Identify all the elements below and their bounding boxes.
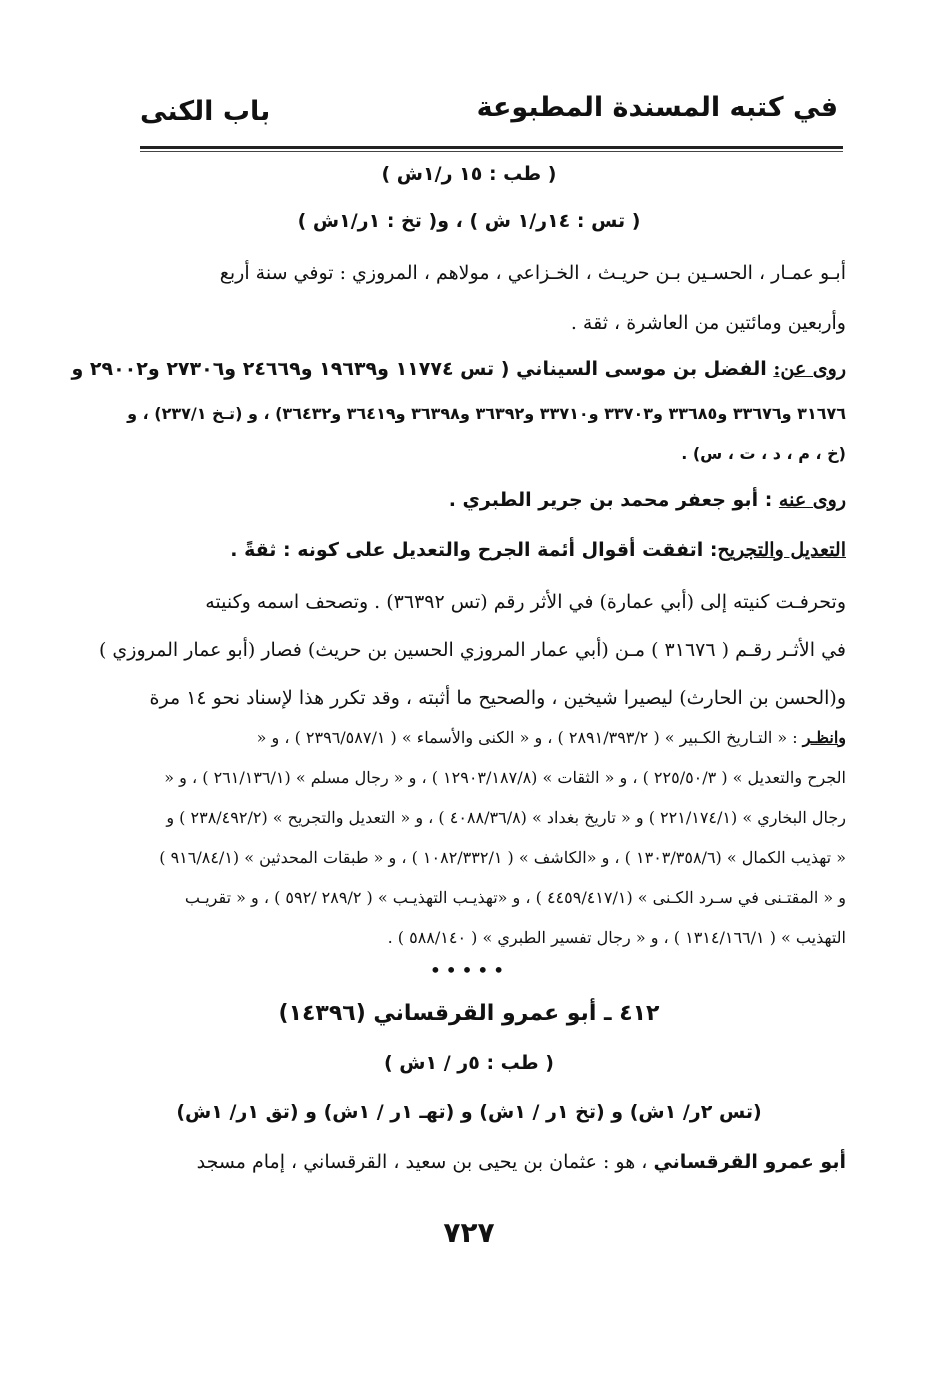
header-rule-thick bbox=[140, 146, 843, 149]
entry1-note-line-3: و(الحسن بن الحارث) ليصيرا شيخين ، والصحيح ما أثبته ، وقد تكرر هذا لإسناد نحو ١٤ مرة bbox=[149, 687, 846, 709]
rawa-anhu-label: روى عنه bbox=[778, 489, 846, 511]
entry1-tadil bbox=[130, 536, 846, 564]
entry2-code-line-2: (تس ٢ر/ ١ش) و (تخ ١ر / ١ش) و (تهـ ١ر / ١ش) و (تق ١ر/ ١ش) bbox=[176, 1101, 762, 1123]
running-header-chapter: باب الكنى bbox=[140, 96, 271, 127]
entry1-bio-line-1: أبـو عمـار ، الحسـين بـن حريـث ، الخـزاعي ، مولاهم ، المروزي : توفي سنة أربع bbox=[219, 262, 846, 284]
entry1-rawa-an-line-1 bbox=[71, 355, 846, 383]
entry1-note-line-1: وتحرفـت كنيته إلى (أبي عمارة) في الأثر رقم (تس ٣٦٣٩٢) . وتصحف اسمه وكنيته bbox=[205, 591, 846, 613]
entry2-bio-line-1 bbox=[130, 1148, 846, 1176]
see-text-1: : « التـاريخ الكـبير » ( ٢٨٩١/٣٩٣/٢ ) ، و « الكنى والأسماء » ( ٢٣٩٦/٥٨٧/١ ) ، و « bbox=[256, 728, 803, 747]
rawa-anhu-text: : أبو جعفر محمد بن جرير الطبري . bbox=[448, 489, 779, 511]
entry-separator: ••••• bbox=[429, 958, 509, 982]
running-header-title: في كتبه المسندة المطبوعة bbox=[476, 92, 838, 123]
tadil-text: : اتفقت أقوال أئمة الجرح والتعديل على كونه : ثقةً . bbox=[230, 539, 718, 561]
page-number: ٧٢٧ bbox=[443, 1216, 495, 1249]
entry1-bio-line-2: وأربعين ومائتين من العاشرة ، ثقة . bbox=[570, 312, 846, 334]
entry2-code-line-1: ( طب : ٥ر / ١ش ) bbox=[384, 1052, 554, 1074]
entry1-code-line-1: ( طب : ١٥ ر/١ش ) bbox=[381, 163, 557, 185]
entry2-title: ٤١٢ ـ أبو عمرو القرقساني (١٤٣٩٦) bbox=[278, 1001, 660, 1026]
entry1-note-line-2: في الأثـر رقـم ( ٣١٦٧٦ ) مـن (أبي عمار المروزي الحسين بن حريث) فصار (أبو عمار المروزي ) bbox=[98, 639, 846, 661]
tadil-label: التعديل والتجريح bbox=[717, 539, 846, 561]
entry2-bio-text: ، هو : عثمان بن يحيى بن سعيد ، القرقساني ، إمام مسجد bbox=[196, 1151, 654, 1173]
see-label: وانظـر bbox=[802, 728, 846, 747]
entry1-rawa-anhu bbox=[130, 486, 846, 514]
entry1-rawa-an-line-3: (خ ، م ، د ، ت ، س) . bbox=[681, 444, 846, 463]
entry1-code-line-2: ( تس : ١٤ر/١ ش ) ، و( تخ : ١ر/١ش ) bbox=[297, 210, 641, 232]
rawa-an-label: روى عن: bbox=[773, 358, 846, 380]
entry1-see-line-6: التهذيب » ( ١٣١٤/١٦٦/١ ) ، و « رجال تفسير الطبري » ( ٥٨٨/١٤٠ ) . bbox=[387, 928, 846, 947]
entry1-rawa-an-line-2: ٣١٦٧٦ و٣٣٦٧٦ و٣٣٦٨٥ و٣٣٧٠٣ و٣٣٧١٠ و٣٦٣٩٢ و٣٦٣٩٨ و٣٦٤١٩ و٣٦٤٣٢) ، و (تـخ ٢٣٧/١) ، و bbox=[127, 404, 846, 423]
entry1-see-line-2: الجرح والتعديل » ( ٢٢٥/٥٠/٣ ) ، و « الثقات » (١٢٩٠٣/١٨٧/٨ ) ، و « رجال مسلم » (٢٦١/١٣٦/١ ) ، و « bbox=[164, 768, 846, 787]
rawa-an-text: الفضل بن موسى السيناني ( تس ١١٧٧٤ و١٩٦٣٩ و٢٤٦٦٩ و٢٧٣٠٦ و٢٩٠٠٢ و bbox=[71, 358, 774, 380]
entry1-see-line-5: و « المقتـنى في سـرد الكـنى » (٤٤٥٩/٤١٧/١ ) ، و «تهذيـب التهذيـب » ( ٢٨٩/٢ /٥٩٢ ) ، و « تقريـب bbox=[184, 888, 846, 907]
entry1-see-line-3: رجال البخاري » (٢٢١/١٧٤/١ ) و « تاريخ بغداد » (٤٠٨٨/٣٦/٨ ) ، و « التعديل والتجريح » (٢٣٨/٤٩٢/٢ ) و bbox=[166, 808, 846, 827]
entry1-see-line-1 bbox=[130, 724, 846, 752]
entry1-see-line-4: « تهذيب الكمال » (١٣٠٣/٣٥٨/٦ ) ، و «الكاشف » ( ١٠٨٢/٣٣٢/١ ) ، و « طبقات المحدثين » (٩١٦/٨٤/١ ) bbox=[159, 848, 846, 867]
header-rule-thin bbox=[140, 151, 843, 152]
entry2-bio-name: أبو عمرو القرقساني bbox=[653, 1151, 846, 1173]
